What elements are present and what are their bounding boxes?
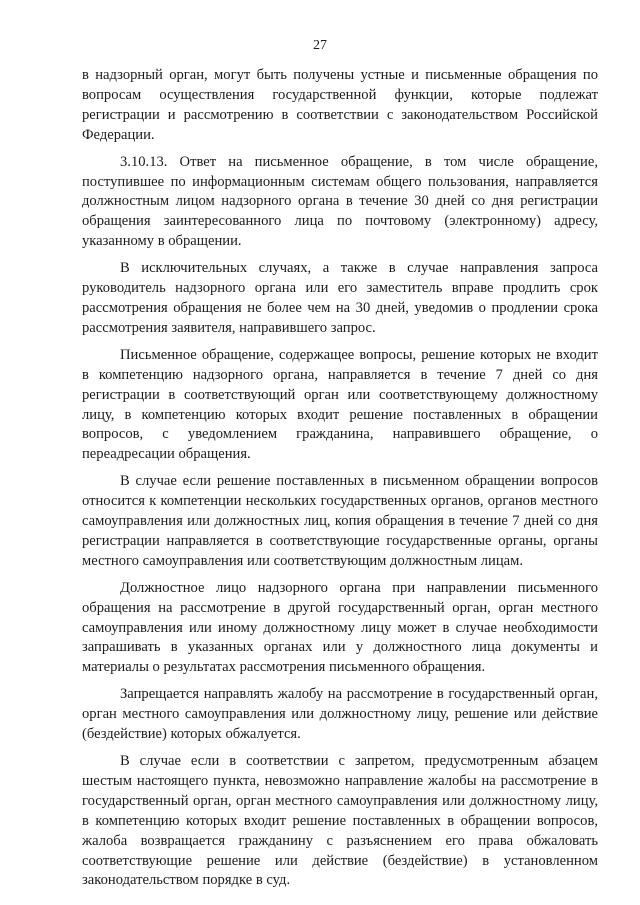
paragraph-deadline-extension: В исключительных случаях, а также в случае направления запроса руководитель надзорного органа или его заместитель вправе продлить срок рассмотрения обращения не более чем на 30 дней, уведомив о продлении срока рассмотрения заявителя, направившего запрос.: [82, 260, 598, 336]
document-body: [82, 66, 598, 891]
paragraph-complaint-return: В случае если в соответствии с запретом, предусмотренным абзацем шестым настоящего пункта, невозможно направление жалобы на рассмотрение в государственный орган, орган местного самоуправления или должностному лицу, в компетенцию которых входит решение поставленных в обращении вопросов, жалоба возвращается гражданину с разъяснением его права обжаловать соответствующие решение или действие (бездействие) в установленном законодательством порядке в суд.: [82, 753, 598, 889]
paragraph-multiple-competence: В случае если решение поставленных в письменном обращении вопросов относится к компетенции нескольких государственных органов, органов местного самоуправления или должностных лиц, копия обращения в течение 7 дней со дня регистрации направляется в соответствующие государственные органы, органы местного самоуправления или соответствующим должностным лицам.: [82, 473, 598, 569]
paragraph-complaint-prohibition: Запрещается направлять жалобу на рассмотрение в государственный орган, орган местного самоуправления или должностному лицу, решение или действие (бездействие) которых обжалуется.: [82, 686, 598, 743]
paragraph-document-request: Должностное лицо надзорного органа при направлении письменного обращения на рассмотрение в другой государственный орган, орган местного самоуправления или иному должностному лицу может в случае необходимости запрашивать в указанных органах или у должностного лица документы и материалы о результатах рассмотрения письменного обращения.: [82, 579, 598, 676]
paragraph-continuation: в надзорный орган, могут быть получены устные и письменные обращения по вопросам осуществления государственной функции, которые подлежат регистрации и рассмотрению в соответствии с законодательством Российской Федерации.: [82, 67, 598, 143]
paragraph-3-10-13-response-deadline: 3.10.13. Ответ на письменное обращение, в том числе обращение, поступившее по информационным системам общего пользования, направляется должностным лицом надзорного органа в течение 30 дней со дня регистрации обращения заинтересованного лица по почтовому (электронному) адресу, указанному в обращении.: [82, 153, 598, 250]
page-number: 27: [313, 38, 327, 53]
paragraph-redirection: Письменное обращение, содержащее вопросы, решение которых не входит в компетенцию надзорного органа, направляется в течение 7 дней со дня регистрации в соответствующий орган или соответствующему должностному лицу, в компетенцию которых входит решение поставленных в обращении вопросов, с уведомлением гражданина, направившего обращение, о переадресации обращения.: [82, 346, 598, 463]
